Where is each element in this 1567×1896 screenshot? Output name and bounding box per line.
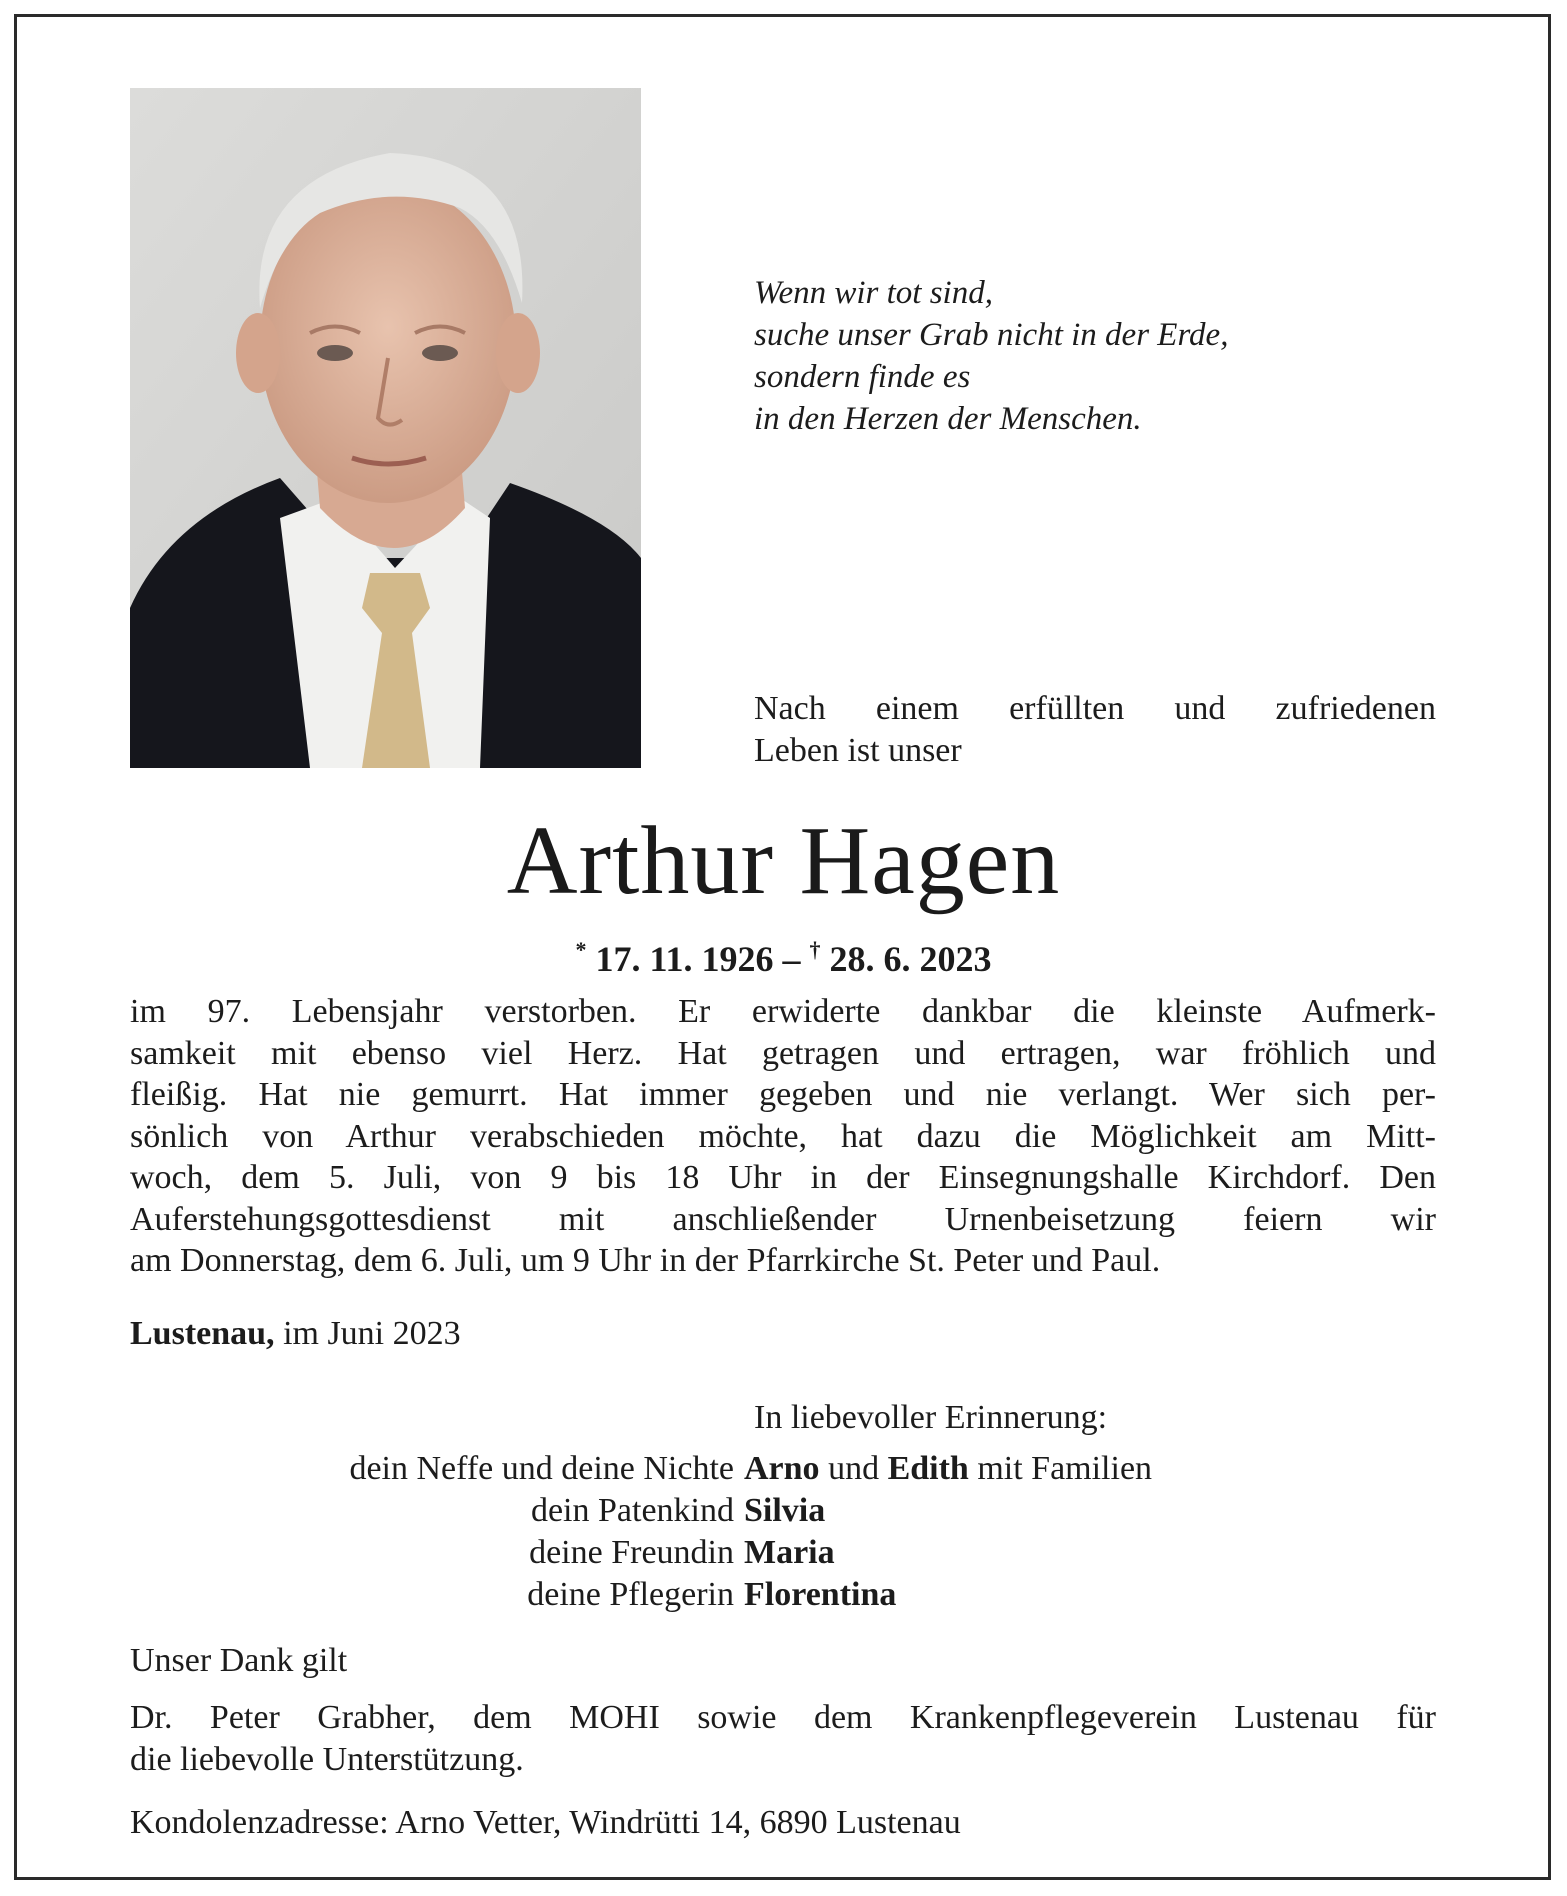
mourner-names [744, 1574, 896, 1616]
deceased-name: Arthur Hagen [506, 807, 1061, 915]
birth-date: 17. 11. 1926 [595, 939, 774, 979]
thanks-text [130, 1697, 1436, 1781]
body-line: Auferstehungsgottesdienst mit anschließender Urnenbeisetzung feiern wir [130, 1200, 1436, 1238]
memory-heading: In liebevoller Erinnerung: [754, 1399, 1108, 1436]
birth-symbol: * [575, 937, 587, 962]
intro-text [754, 688, 1436, 772]
mourner-suffix: mit Familien [977, 1450, 1153, 1487]
mourner-connector: und [828, 1450, 880, 1487]
body-line: sönlich von Arthur verabschieden möchte, hat dazu die Möglichkeit am Mitt- [130, 1117, 1436, 1155]
mourners-list [130, 1448, 1436, 1616]
body-line: samkeit mit ebenso viel Herz. Hat getragen und ertragen, war fröhlich und [130, 1034, 1436, 1072]
poem-line: in den Herzen der Menschen. [754, 401, 1142, 437]
death-symbol: † [809, 937, 821, 962]
mourner-name: Silvia [744, 1492, 826, 1529]
thanks-label: Unser Dank gilt [130, 1642, 348, 1679]
date-separator: – [782, 939, 801, 979]
body-line: am Donnerstag, dem 6. Juli, um 9 Uhr in der Pfarrkirche St. Peter und Paul. [130, 1242, 1161, 1279]
intro-line: Leben ist unser [754, 732, 962, 769]
condolence-address: Kondolenzadresse: Arno Vetter, Windrütti 14, 6890 Lustenau [130, 1804, 961, 1841]
obituary-body [130, 991, 1436, 1282]
mourner-row [130, 1532, 1436, 1574]
intro-line: Nach einem erfüllten und zufriedenen [754, 690, 1436, 727]
mourner-relation: deine Freundin [529, 1534, 734, 1571]
body-line: im 97. Lebensjahr verstorben. Er erwiderte dankbar die kleinste Aufmerk- [130, 993, 1436, 1030]
mourner-names [744, 1490, 825, 1532]
mourner-names [744, 1532, 835, 1574]
mourner-row [130, 1574, 1436, 1616]
mourner-name: Arno [744, 1450, 820, 1487]
mourner-name: Florentina [744, 1576, 897, 1613]
mourner-names [744, 1448, 1152, 1490]
poem-verse [754, 272, 1394, 440]
mourner-relation: dein Neffe und deine Nichte [349, 1450, 734, 1487]
mourner-relation: deine Pflegerin [527, 1576, 734, 1613]
portrait-photo [130, 88, 641, 768]
body-line: fleißig. Hat nie gemurrt. Hat immer gegeben und nie verlangt. Wer sich per- [130, 1076, 1436, 1113]
place-date [130, 1313, 461, 1355]
thanks-line: die liebevolle Unterstützung. [130, 1741, 524, 1778]
life-dates [0, 928, 1567, 981]
thanks-line: Dr. Peter Grabher, dem MOHI sowie dem Krankenpflegeverein Lustenau für [130, 1699, 1436, 1736]
mourner-name: Edith [887, 1450, 969, 1487]
mourner-relation: dein Patenkind [530, 1492, 734, 1529]
mourner-name: Maria [744, 1534, 835, 1571]
mourner-row [130, 1490, 1436, 1532]
mourner-row [130, 1448, 1436, 1490]
death-date: 28. 6. 2023 [829, 939, 992, 979]
poem-line: Wenn wir tot sind, [754, 275, 993, 311]
place-city: Lustenau, [130, 1315, 275, 1352]
body-line: woch, dem 5. Juli, von 9 bis 18 Uhr in der Einsegnungshalle Kirchdorf. Den [130, 1159, 1436, 1196]
place-month: im Juni 2023 [283, 1315, 461, 1352]
poem-line: sondern finde es [754, 359, 971, 395]
poem-line: suche unser Grab nicht in der Erde, [754, 317, 1229, 353]
